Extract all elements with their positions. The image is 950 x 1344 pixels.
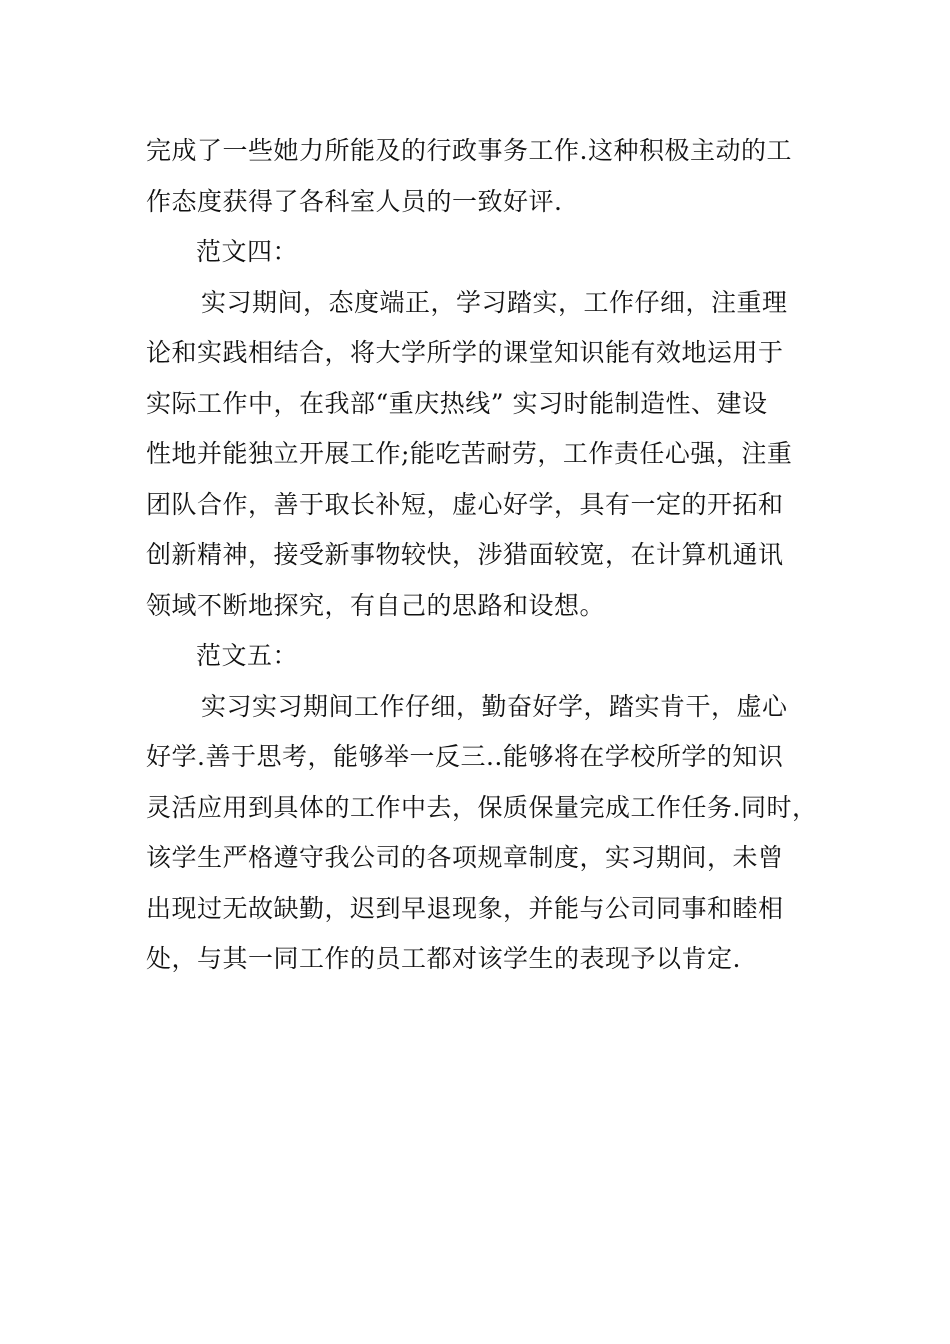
document-body — [146, 126, 818, 985]
text-line: 实际工作中，在我部“重庆热线” 实习时能制造性、建设 — [146, 388, 768, 418]
text-line: 创新精神，接受新事物较快，涉猎面较宽，在计算机通讯 — [146, 540, 784, 569]
text-line: 实习期间，态度端正，学习踏实，工作仔细，注重理 — [201, 287, 788, 317]
text-line: 完成了一些她力所能及的行政事务工作.这种积极主动的工 — [146, 136, 792, 165]
text-line: 实习实习期间工作仔细，勤奋好学，踏实肯干，虚心 — [201, 691, 788, 721]
text-line: 该学生严格遵守我公司的各项规章制度，实习期间，未曾 — [146, 843, 784, 872]
text-line: 领域不断地探究，有自己的思路和设想。 — [146, 590, 606, 620]
text-line: 团队合作，善于取长补短，虚心好学，具有一定的开拓和 — [146, 489, 784, 519]
heading-text: 范文四： — [196, 237, 299, 266]
paragraph-continuation — [146, 126, 810, 227]
text-line: 作态度获得了各科室人员的一致好评. — [146, 186, 563, 216]
section-heading-sample-4 — [146, 227, 810, 278]
text-line: 灵活应用到具体的工作中去，保质保量完成工作任务.同时， — [146, 792, 818, 822]
heading-text: 范文五： — [196, 641, 299, 670]
text-line: 论和实践相结合，将大学所学的课堂知识能有效地运用于 — [146, 338, 784, 367]
text-line: 性地并能独立开展工作;能吃苦耐劳，工作责任心强，注重 — [146, 439, 793, 468]
text-line: 好学.善于思考，能够举一反三..能够将在学校所学的知识 — [146, 742, 784, 771]
section-heading-sample-5 — [146, 631, 810, 682]
text-line: 处，与其一同工作的员工都对该学生的表现予以肯定. — [146, 944, 741, 973]
text-line: 出现过无故缺勤，迟到早退现象，并能与公司同事和睦相 — [146, 893, 784, 923]
paragraph-sample-5 — [146, 682, 818, 985]
paragraph-sample-4 — [146, 278, 810, 632]
